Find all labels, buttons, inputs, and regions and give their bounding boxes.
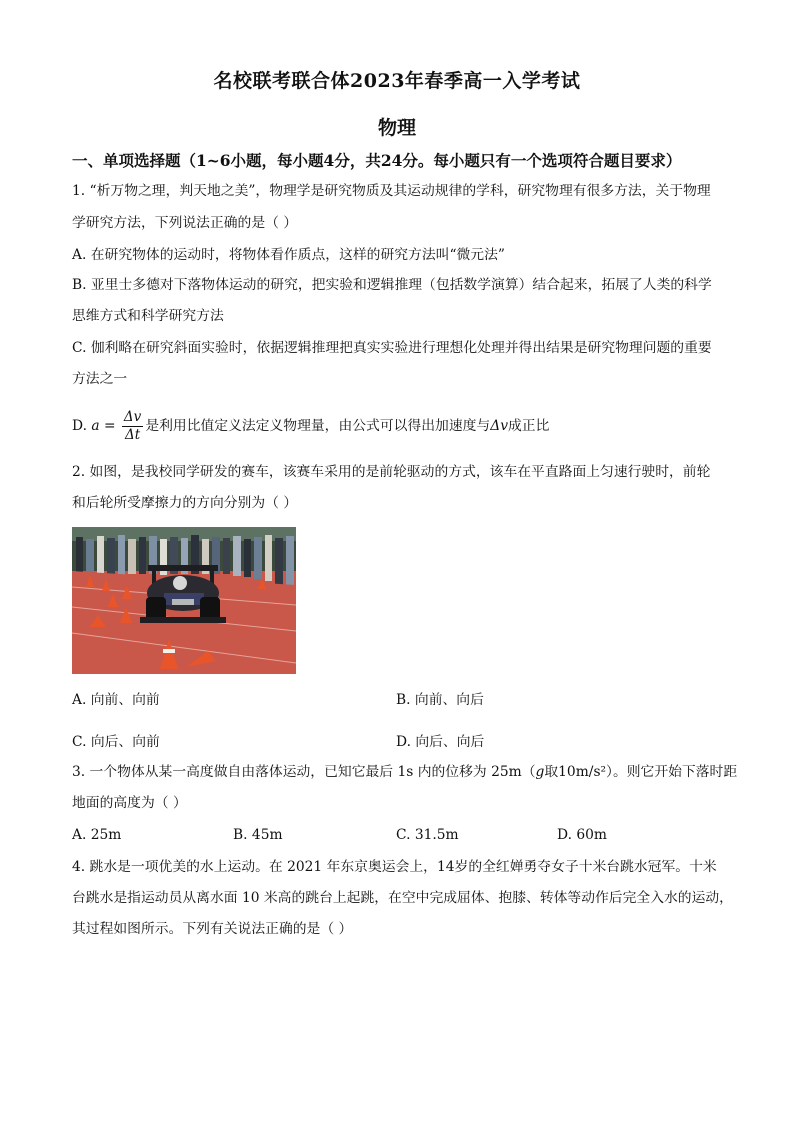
q1-option-a: A. 在研究物体的运动时，将物体看作质点，这样的研究方法叫“微元法” [72, 247, 505, 263]
q4-stem-line3: 其过程如图所示。下列有关说法正确的是（ ） [72, 921, 353, 937]
q1-stem-line2: 学研究方法，下列说法正确的是（ ） [72, 215, 298, 231]
exam-title: 名校联考联合体2023年春季高一入学考试 [213, 70, 581, 92]
q1-option-d-text2: 成正比 [508, 418, 550, 434]
fraction-denominator: Δt [125, 427, 141, 443]
q1-option-d-var: a = [91, 418, 116, 434]
q3-stem-line1 [72, 762, 738, 782]
q1-option-d-text1: 是利用比值定义法定义物理量，由公式可以得出加速度与 [145, 418, 491, 434]
q1-option-b-line2: 思维方式和科学研究方法 [72, 308, 224, 324]
acceleration-fraction [122, 409, 143, 444]
q3-gravity-symbol: g [535, 764, 545, 780]
race-car-photo [72, 527, 296, 674]
q3-option-a: A. 25m [72, 827, 122, 843]
race-car-illustration [72, 527, 296, 674]
q1-option-c-line1: C. 伽利略在研究斜面实验时，依据逻辑推理把真实实验进行理想化处理并得出结果是研究物理问题的重要 [72, 340, 712, 356]
q2-stem-line1: 2. 如图，是我校同学研发的赛车，该赛车采用的是前轮驱动的方式，该车在平直路面上匀速行驶时，前轮 [72, 464, 711, 480]
q1-stem-line1: 1. “析万物之理，判天地之美”，物理学是研究物质及其运动规律的学科，研究物理有很多方法，关于物理 [72, 183, 711, 199]
exam-subject: 物理 [377, 117, 416, 139]
q3-option-c: C. 31.5m [396, 827, 459, 843]
q1-option-b-line1: B. 亚里士多德对下落物体运动的研究，把实验和逻辑推理（包括数学演算）结合起来，拓展了人类的科学 [72, 277, 712, 293]
q3-stem-part1: 3. 一个物体从某一高度做自由落体运动，已知它最后 1s 内的位移为 25m（ [72, 764, 536, 780]
q1-option-c-line2: 方法之一 [72, 371, 128, 387]
q2-stem-line2: 和后轮所受摩擦力的方向分别为（ ） [72, 495, 298, 511]
q2-option-a: A. 向前、向前 [72, 692, 160, 708]
q1-option-d [72, 406, 732, 446]
q3-stem-part2: 取10m/s²）。则它开始下落时距 [544, 764, 738, 780]
q4-stem-line1: 4. 跳水是一项优美的水上运动。在 2021 年东京奥运会上，14岁的全红婵勇夺女子十米台跳水冠军。十米 [72, 859, 717, 875]
q1-option-d-symbol: Δv [490, 418, 508, 434]
section-heading: 一、单项选择题（1~6小题，每小题4分，共24分。每小题只有一个选项符合题目要求） [72, 151, 682, 170]
q2-option-b: B. 向前、向后 [396, 692, 484, 708]
q2-option-c: C. 向后、向前 [72, 734, 160, 750]
q3-stem-line2: 地面的高度为（ ） [72, 795, 187, 811]
q3-option-d: D. 60m [557, 827, 607, 843]
q4-stem-line2: 台跳水是指运动员从离水面 10 米高的跳台上起跳，在空中完成屈体、抱膝、转体等动作后完全入水的运动， [72, 890, 733, 906]
fraction-numerator: Δv [123, 409, 142, 425]
q1-option-d-label: D. [72, 418, 87, 434]
q3-option-b: B. 45m [233, 827, 283, 843]
q2-option-d: D. 向后、向后 [396, 734, 485, 750]
